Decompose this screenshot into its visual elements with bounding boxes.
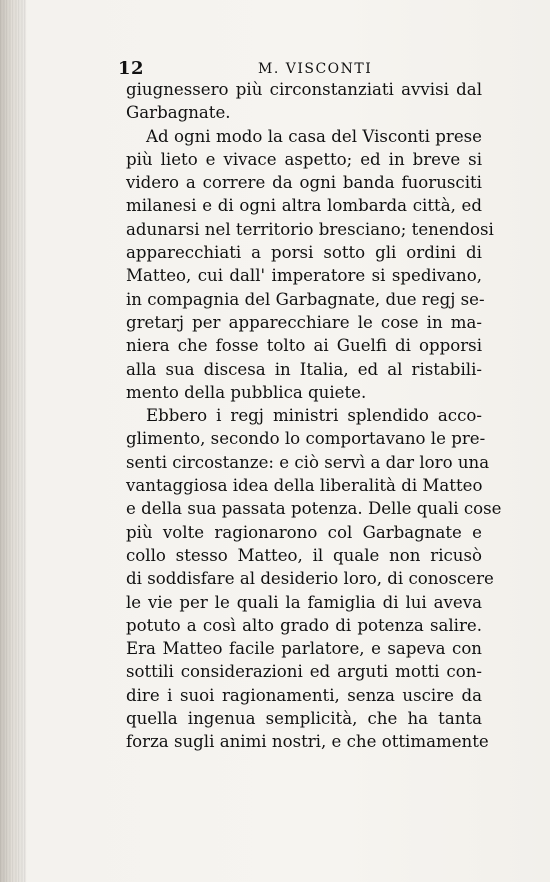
running-title: M. VISCONTI — [258, 61, 373, 77]
text-line: apparecchiati a porsi sotto gli ordini di — [126, 243, 482, 263]
text-line: dire i suoi ragionamenti, senza uscire da — [126, 685, 482, 705]
text-line: sottili considerazioni ed arguti motti con- — [126, 662, 482, 682]
page-gutter — [0, 0, 26, 882]
text-line: più lieto e vivace aspetto; ed in breve si — [126, 149, 482, 169]
text-line: niera che fosse tolto ai Guelfi di opporsi — [126, 336, 482, 356]
text-line: potuto a così alto grado di potenza salire. — [126, 615, 482, 635]
text-line: Ad ogni modo la casa del Visconti prese — [146, 126, 482, 146]
text-line: le vie per le quali la famiglia di lui aveva — [126, 592, 482, 612]
text-line: Garbagnate. — [126, 103, 231, 123]
text-line: in compagnia del Garbagnate, due regj se- — [126, 289, 485, 309]
text-line: mento della pubblica quiete. — [126, 382, 367, 402]
text-line: e della sua passata potenza. Delle quali cose — [126, 499, 502, 519]
text-line: adunarsi nel territorio bresciano; tenendosi — [126, 219, 494, 239]
text-line: Ebbero i regj ministri splendido acco- — [146, 406, 482, 426]
text-line: glimento, secondo lo comportavano le pre- — [126, 429, 486, 449]
body-text — [126, 78, 502, 754]
text-line: quella ingenua semplicità, che ha tanta — [126, 709, 482, 729]
text-line: di soddisfare al desiderio loro, di conoscere — [126, 569, 494, 589]
text-line: milanesi e di ogni altra lombarda città, ed — [126, 196, 482, 216]
text-line: forza sugli animi nostri, e che ottimamente — [126, 732, 489, 752]
text-line: vantaggiosa idea della liberalità di Matteo — [126, 476, 483, 496]
text-line: videro a correre da ogni banda fuorusciti — [126, 173, 482, 193]
text-line: Era Matteo facile parlatore, e sapeva con — [126, 639, 482, 659]
text-line: alla sua discesa in Italia, ed al ristabili- — [126, 359, 482, 379]
text-line: Matteo, cui dall' imperatore si spedivano, — [126, 266, 482, 286]
page-number: 12 — [118, 58, 145, 79]
text-line: senti circostanze: e ciò servì a dar loro una — [126, 452, 490, 472]
text-line: collo stesso Matteo, il quale non ricusò — [126, 545, 482, 565]
text-line: gretarj per apparecchiare le cose in ma- — [126, 312, 482, 332]
text-line: più volte ragionarono col Garbagnate e — [126, 522, 482, 542]
text-line: giugnessero più circonstanziati avvisi dal — [126, 80, 482, 99]
